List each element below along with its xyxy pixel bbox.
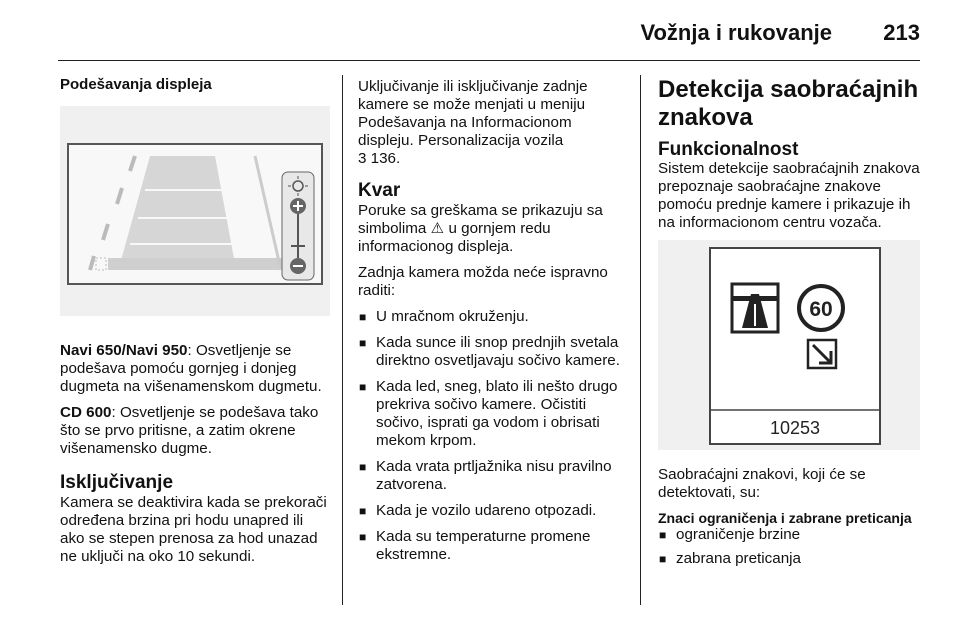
bullet-icon: ■	[359, 504, 367, 518]
malfunction-list	[358, 308, 630, 564]
list-item-text: Kada led, sneg, blato ili nešto drugo prekriva sočivo kamere. Očistiti sočivo, isprati ga vodom i obrisati mekom krpom.	[376, 378, 618, 449]
column-1	[60, 76, 330, 574]
paragraph-enable-camera: Uključivanje ili isključivanje zadnje kamere se može menjati u meniju Podešavanja na Informacionom displeju. Personalizacija vozila	[358, 78, 588, 149]
heading-restriction-signs: Znaci ograničenja i zabrane preticanja	[658, 510, 912, 526]
list-item-text: Kada vrata prtljažnika nisu pravilno zatvorena.	[376, 458, 612, 493]
bullet-icon: ■	[659, 552, 667, 566]
speed-limit-value: 60	[809, 298, 833, 321]
column-divider-2	[640, 75, 641, 605]
navi-label: Navi 650/Navi 950	[60, 342, 188, 359]
header-title: Vožnja i rukovanje	[640, 20, 832, 45]
heading-funkcionalnost: Funkcionalnost	[658, 139, 799, 160]
paragraph-detected-signs: Saobraćajni znakovi, koji će se detektovati, su:	[658, 466, 866, 501]
list-item-text: Kada su temperaturne promene ekstremne.	[376, 528, 591, 563]
paragraph-deactivation: Kamera se deaktivira kada se prekorači određena brzina pri hodu unapred ili ako se stepen prenosa za hod unazad ne uključi na oko 10 sekundi.	[60, 494, 327, 565]
list-item	[358, 308, 630, 326]
bullet-icon: ■	[359, 310, 367, 324]
list-item-text: zabrana preticanja	[676, 550, 801, 567]
figure-caption: Podešavanja displeja	[60, 76, 212, 93]
page-header	[0, 0, 960, 60]
list-item	[358, 502, 630, 520]
list-item-text: Kada sunce ili snop prednjih svetala direktno osvetljavaju sočivo kamere.	[376, 334, 620, 369]
list-item	[358, 458, 630, 494]
paragraph-navi	[60, 342, 330, 396]
bullet-icon: ■	[359, 336, 367, 350]
paragraph-error-messages	[358, 202, 630, 256]
traffic-sign-figure	[658, 240, 920, 450]
navi-text: : Osvetljenje se podešava pomoću gornjeg i donjeg dugmeta na višenamenskom dugmetu.	[60, 342, 322, 395]
paragraph-may-not-work: Zadnja kamera možda neće ispravno raditi:	[358, 264, 608, 299]
heading-sign-detection: Detekcija saobraćajnih znakova	[658, 76, 919, 131]
column-divider-1	[342, 75, 343, 605]
header-rule	[58, 60, 920, 61]
bullet-icon: ■	[659, 528, 667, 542]
error-text-b: u gornjem redu informacionog displeja.	[358, 220, 551, 255]
sign-type-list	[658, 526, 928, 568]
page-reference: 3 136.	[358, 150, 401, 167]
heading-kvar: Kvar	[358, 180, 401, 201]
list-item	[358, 378, 630, 450]
list-item	[358, 528, 630, 564]
error-text-a: Poruke sa greškama se prikazuju sa simbolima	[358, 202, 603, 237]
warning-icon: ⚠	[430, 220, 445, 237]
page-number: 213	[883, 20, 920, 45]
odometer-value: 10253	[769, 418, 821, 438]
driver-info-display-illustration	[658, 240, 920, 450]
rear-camera-illustration	[60, 106, 330, 316]
bullet-icon: ■	[359, 530, 367, 544]
list-item	[358, 334, 630, 370]
paragraph-functionality: Sistem detekcije saobraćajnih znakova prepoznaje saobraćajne znakove pomoću prednje kamere i prikazuje ih na informacionom centru vozača.	[658, 160, 920, 231]
list-item	[658, 526, 928, 544]
paragraph-cd600	[60, 404, 330, 458]
list-item-text: ograničenje brzine	[676, 526, 801, 543]
bullet-icon: ■	[359, 460, 367, 474]
column-3	[658, 76, 928, 574]
column-2	[358, 78, 630, 572]
list-item	[658, 550, 928, 568]
list-item-text: U mračnom okruženju.	[376, 308, 529, 325]
camera-display-figure	[60, 106, 330, 316]
cd600-label: CD 600	[60, 404, 112, 421]
list-item-text: Kada je vozilo udareno otpozadi.	[376, 502, 597, 519]
bullet-icon: ■	[359, 380, 367, 394]
cd600-text: : Osvetljenje se podešava tako što se prvo pritisne, a zatim okrene višenamensko dugme.	[60, 404, 319, 457]
heading-iskljucivanje: Isključivanje	[60, 472, 174, 493]
